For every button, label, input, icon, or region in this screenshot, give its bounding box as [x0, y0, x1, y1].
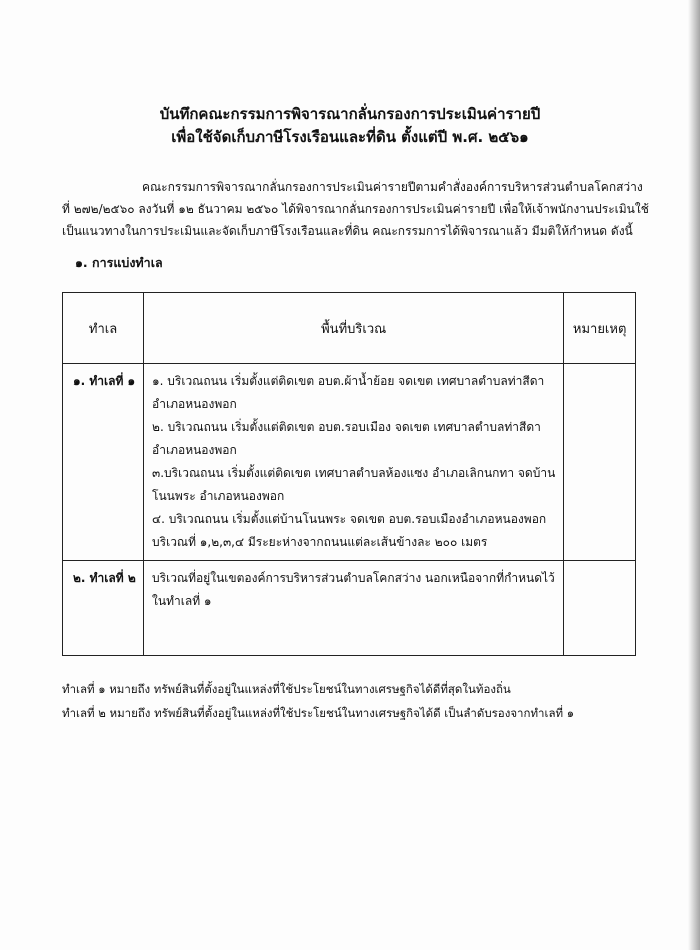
zone-cell: ๒. ทำเลที่ ๒: [63, 561, 144, 656]
intro-line-3: เป็นแนวทางในการประเมินและจัดเก็บภาษีโรงเรือนและที่ดิน คณะกรรมการได้พิจารณาแล้ว มีมติให้กำหนด ดังนี้: [62, 224, 633, 238]
zone-cell: ๑. ทำเลที่ ๑: [63, 364, 144, 561]
table-row: [63, 561, 636, 656]
remark-cell: [564, 364, 636, 561]
header-zone: ทำเล: [63, 293, 144, 364]
area-line: ๑. บริเวณถนน เริ่มตั้งแต่ติดเขต อบต.ผ้าน้ำย้อย จดเขต เทศบาลตำบลท่าสีดา: [152, 374, 545, 388]
area-line: ในทำเลที่ ๑: [152, 594, 212, 608]
document-title-line-2: เพื่อใช้จัดเก็บภาษีโรงเรือนและที่ดิน ตั้งแต่ปี พ.ศ. ๒๕๖๑: [171, 128, 529, 146]
area-line: อำเภอหนองพอก: [152, 443, 237, 457]
area-line: ๔. บริเวณถนน เริ่มตั้งแต่บ้านโนนพระ จดเขต อบต.รอบเมืองอำเภอหนองพอก: [152, 512, 547, 526]
area-line: อำเภอหนองพอก: [152, 397, 237, 411]
intro-line-1: คณะกรรมการพิจารณากลั่นกรองการประเมินค่ารายปีตามคำสั่งองค์การบริหารส่วนตำบลโคกสว่าง: [142, 180, 643, 194]
area-line: โนนพระ อำเภอหนองพอก: [152, 489, 285, 503]
remark-cell: [564, 561, 636, 656]
table-row: [63, 364, 636, 561]
area-line: ๓.บริเวณถนน เริ่มตั้งแต่ติดเขต เทศบาลตำบลห้องแซง อำเภอเลิกนกทา จดบ้าน: [152, 466, 556, 480]
area-line: บริเวณที่ ๑,๒,๓,๔ มีระยะห่างจากถนนแต่ละเส้นข้างละ ๒๐๐ เมตร: [152, 535, 488, 549]
document-title-line-1: บันทึกคณะกรรมการพิจารณากลั่นกรองการประเมินค่ารายปี: [159, 105, 541, 123]
area-cell: [144, 364, 564, 561]
header-remark: หมายเหตุ: [564, 293, 636, 364]
intro-line-2: ที่ ๒๗๒/๒๕๖๐ ลงวันที่ ๑๒ ธันวาคม ๒๕๖๐ ได้พิจารณากลั่นกรองการประเมินค่ารายปี เพื่อให้เจ้าพนักงานประเมินใช้: [62, 202, 649, 216]
zone-table: [62, 292, 636, 656]
header-area: พื้นที่บริเวณ: [144, 293, 564, 364]
area-line: บริเวณที่อยู่ในเขตองค์การบริหารส่วนตำบลโคกสว่าง นอกเหนือจากที่กำหนดไว้: [152, 571, 555, 585]
note-line-1: ทำเลที่ ๑ หมายถึง ทรัพย์สินที่ตั้งอยู่ในแหล่งที่ใช้ประโยชน์ในทางเศรษฐกิจได้ดีที่สุดในท้องถิ่น: [62, 682, 511, 696]
intro-paragraph: [62, 176, 652, 242]
area-line: ๒. บริเวณถนน เริ่มตั้งแต่ติดเขต อบต.รอบเมือง จดเขต เทศบาลตำบลท่าสีดา: [152, 420, 541, 434]
section-heading: ๑. การแบ่งทำเล: [75, 255, 163, 270]
note-line-2: ทำเลที่ ๒ หมายถึง ทรัพย์สินที่ตั้งอยู่ในแหล่งที่ใช้ประโยชน์ในทางเศรษฐกิจได้ดี เป็นลำดับรองจากทำเลที่ ๑: [62, 706, 575, 720]
zone-definitions: [62, 677, 682, 725]
table-header-row: [63, 293, 636, 364]
area-cell: [144, 561, 564, 656]
